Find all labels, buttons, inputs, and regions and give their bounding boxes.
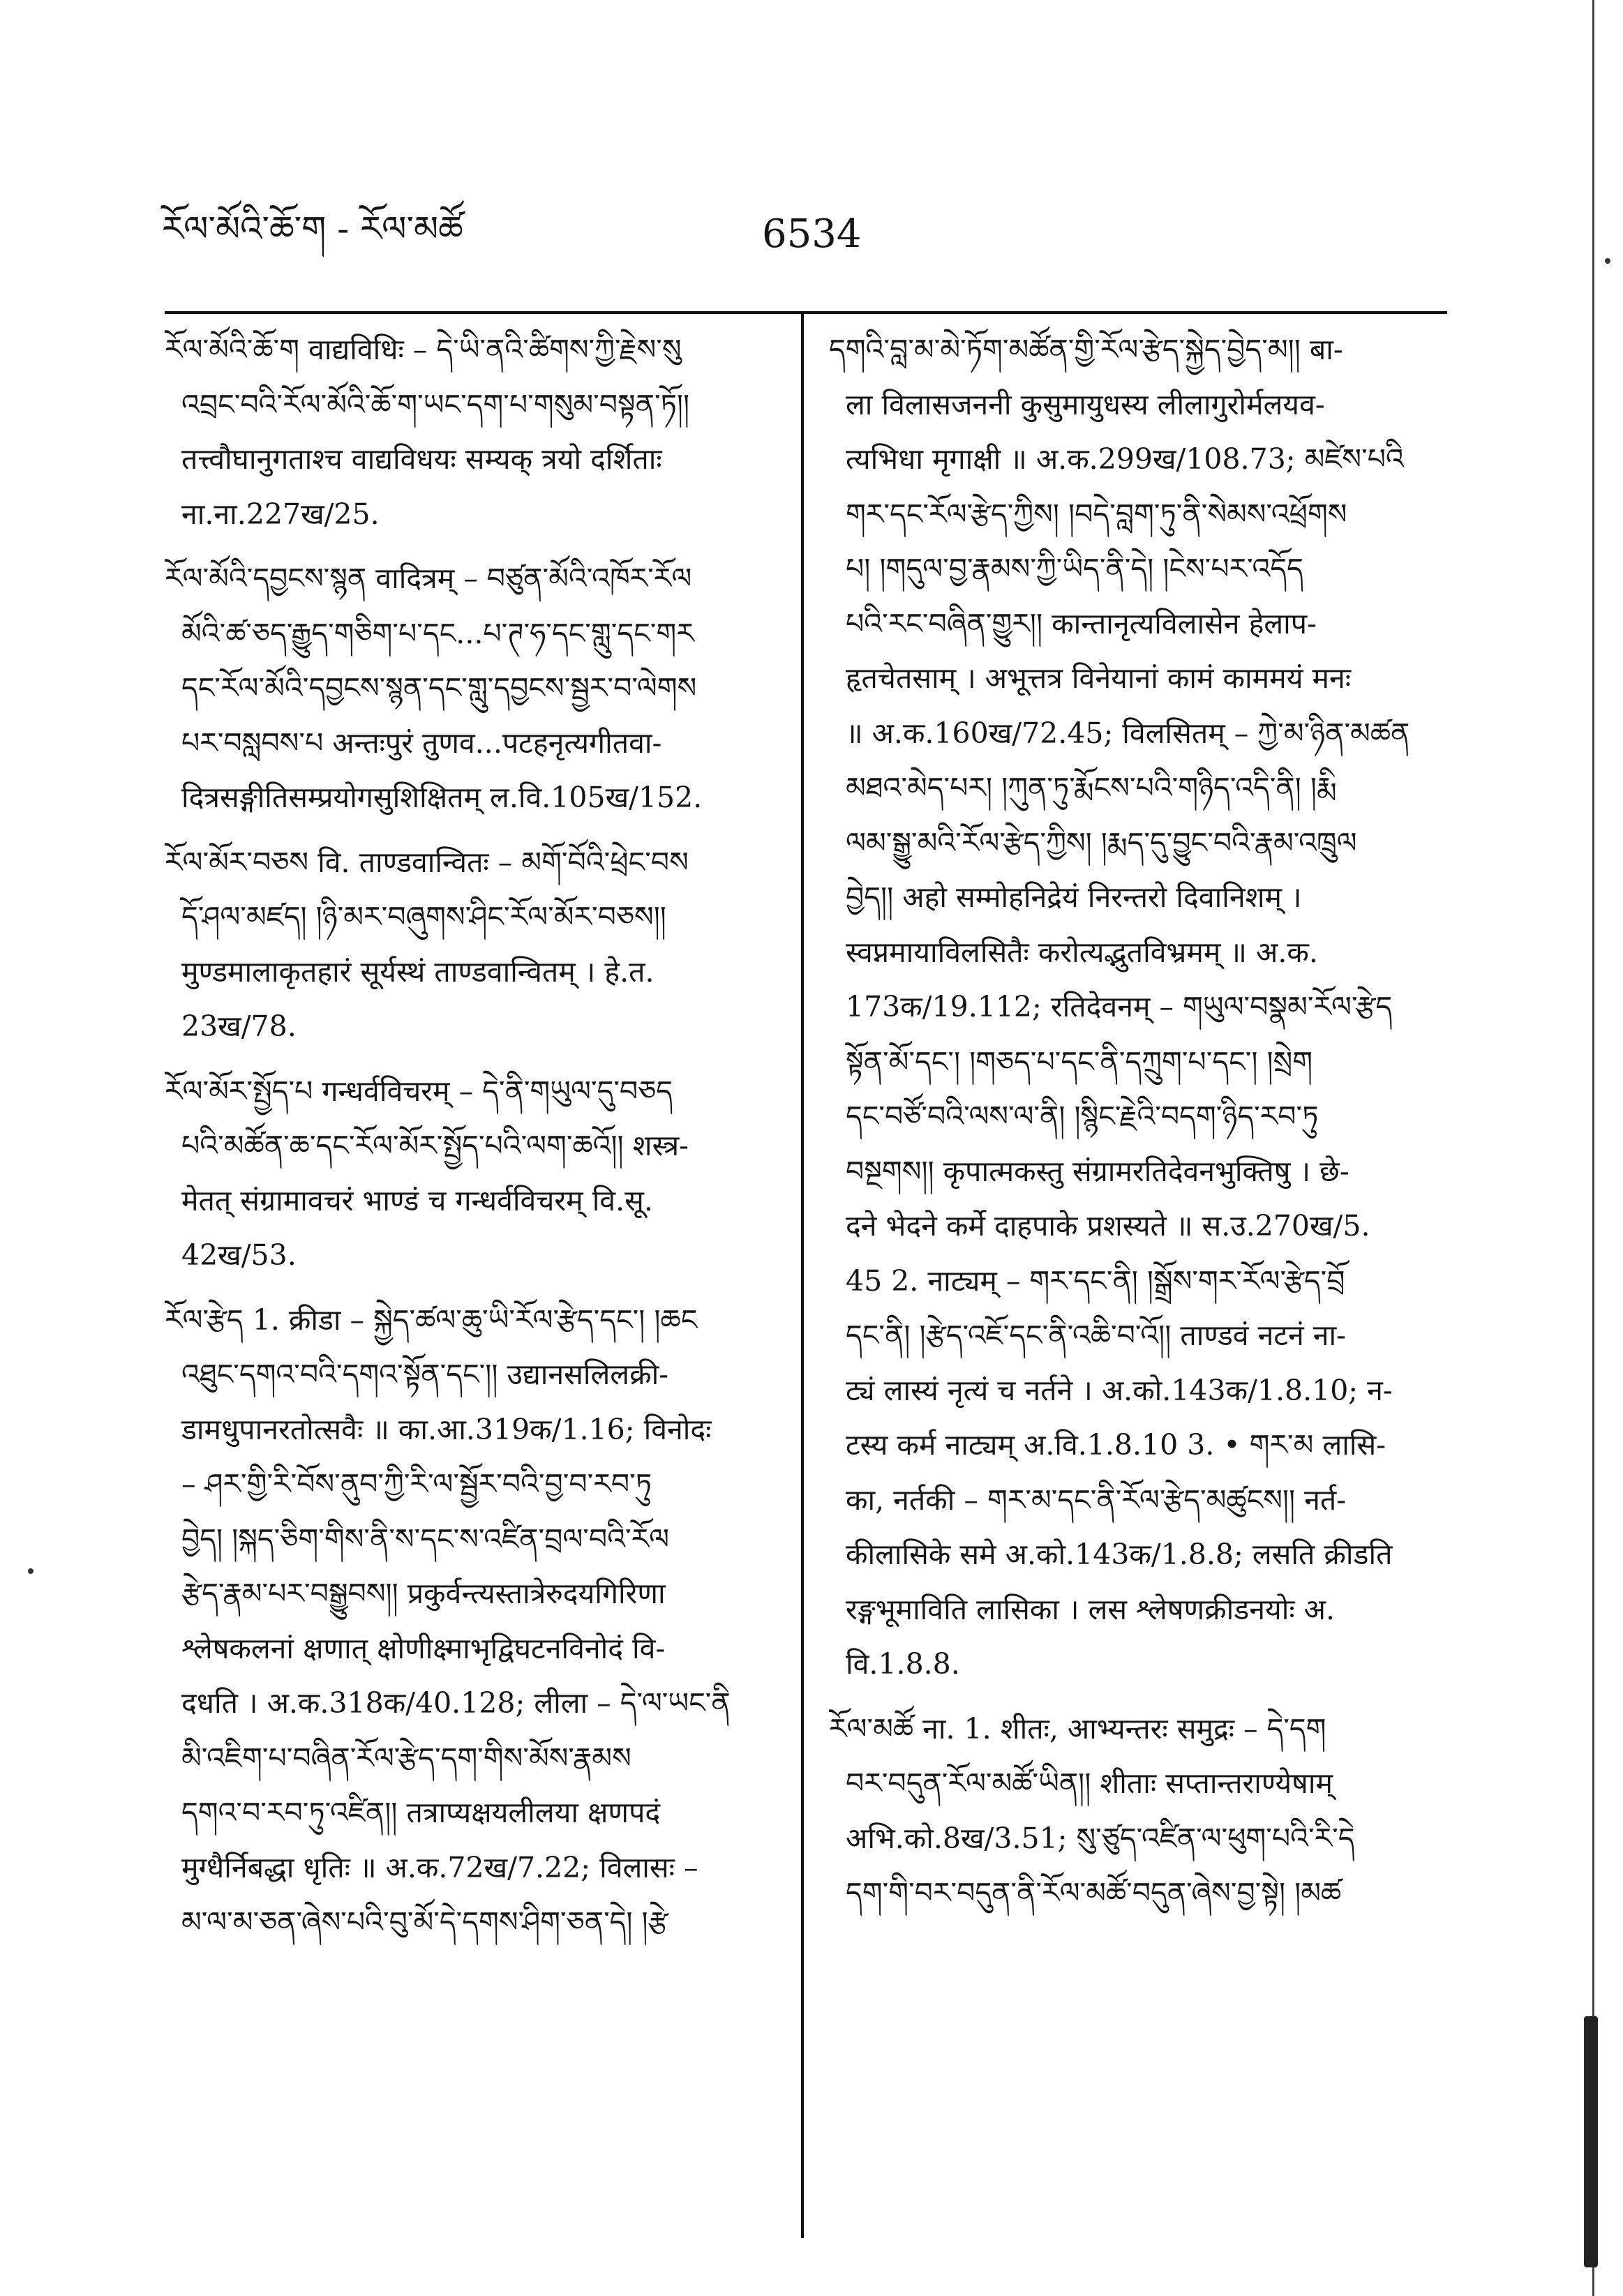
entry-text-line: འཐུང་དགའ་བའི་དགའ་སྟོན་དང་།། उद्यानसलिलक्री- xyxy=(181,1358,669,1391)
entry-text-line: त्यभिधा मृगाक्षी ॥ अ.क.299ख/108.73; མཛེས་པའི xyxy=(846,442,1404,476)
entry-text-line: པར་བསླབས་པ अन्तःपुरं तुणव...पटहनृत्यगीतवा- xyxy=(181,726,662,760)
entry-text-line: པའི་མཚོན་ཆ་དང་རོལ་མོར་སྤྱོད་པའི་ལག་ཆའོ།། शस्त्र- xyxy=(181,1129,689,1162)
entry-text-line: བྱེད། །སྐད་ཅིག་གིས་ནི་ས་དང་ས་འཛིན་བྲལ་བའི་རོལ xyxy=(181,1522,670,1556)
entry-text-line: དང་རོལ་མོའི་དབྱངས་སྙན་དང་གླུ་དབྱངས་སྦྱར་བ་ལེགས xyxy=(181,671,697,705)
entry-text-line: དག་གི་བར་བདུན་ནི་རོལ་མཚོ་བདུན་ཞེས་བྱ་སྟེ། །མཚ xyxy=(846,1876,1342,1909)
entry-text-line: 42ख/53. xyxy=(181,1238,297,1272)
entry-text-line: हृतचेतसाम् । अभूत्तत्र विनेयानां कामं काममयं मनः xyxy=(846,661,1352,695)
entry-headword-line: རོལ་མོའི་ཆོ་ག वाद्यविधिः – དེ་ཡི་ནའི་ཚིགས་ཀྱི་རྗེས་སུ xyxy=(165,333,682,366)
entry-text-line: བར་བདུན་རོལ་མཚོ་ཡིན།། शीताः सप्तान्तराण्येषाम् xyxy=(846,1766,1333,1800)
entry-text-line: 45 2. नाट्यम् – གར་དང་ནི། །སྒྲོས་གར་རོལ་རྩེད་བྲོ xyxy=(846,1263,1345,1298)
entry-text-line: མཐའ་མེད་པར། །ཀུན་ཏུ་རྨོངས་པའི་གཉིད་འདི་ནི། །རྨི xyxy=(846,771,1337,804)
page-edge-shadow xyxy=(1584,2016,1598,2267)
entry-gap xyxy=(829,1692,1457,1702)
entry-gap xyxy=(165,541,786,551)
column-divider xyxy=(801,313,804,2238)
entry-text-line: སྟོན་མོ་དང་། །གཅད་པ་དང་ནི་དཀྲུག་པ་དང་། །སྲེག xyxy=(846,1044,1313,1079)
entry-text-line: वि.1.8.8. xyxy=(846,1647,960,1681)
entry-text-line: दधति । अ.क.318क/40.128; लीला – དེ་ལ་ཡང་ནི xyxy=(181,1686,731,1720)
entry-text-line: གར་དང་རོལ་རྩེད་ཀྱིས། །བདེ་བླག་ཏུ་ནི་སེམས་འཕྲོགས xyxy=(846,497,1347,531)
entry-text-line: कीलासिके समे अ.को.143क/1.8.8; लसति क्रीडति xyxy=(846,1538,1393,1571)
entry-text-line: དང་བཙོ་བའི་ལས་ལ་ནི། །སྙིང་རྗེའི་བདག་ཉིད་རབ་ཏུ xyxy=(846,1100,1319,1133)
entry-headword-line: རོལ་མོར་སྤྱོད་པ गन्धर्वविचरम् – དེ་ནི་གཡུལ་དུ་བཅད xyxy=(165,1074,673,1108)
entry-text-line: དང་ནི། །རྩེད་འཇོ་དང་ནི་འཆི་བ་འོ།། ताण्डवं नटनं ना- xyxy=(846,1319,1347,1352)
entry-text-line: འབྲང་བའི་རོལ་མོའི་ཆོ་ག་ཡང་དག་པ་གསུམ་བསྟན་ཏོ།། xyxy=(181,387,690,421)
entry-gap xyxy=(165,825,786,835)
entry-text-line: བྱེད།། अहो सम्मोहनिद्रेयं निरन्तरो दिवानिशम् । xyxy=(846,880,1302,914)
scan-speck xyxy=(1605,258,1610,264)
entry-text-line: ट्यं लास्यं नृत्यं च नर्तने । अ.को.143क/1.8.10; न- xyxy=(846,1373,1393,1407)
entry-text-line: अभि.को.8ख/3.51; སུ་ཙུད་འཛིན་ལ་ཕུག་པའི་རི་དེ xyxy=(846,1821,1355,1855)
entry-text-line: དོ་ཤལ་མཛད། །ཉི་མར་བཞུགས་ཤིང་རོལ་མོར་བཅས།། xyxy=(181,900,666,933)
page-edge xyxy=(1592,0,1594,2296)
entry-text-line: मुग्धैर्निबद्धा धृतिः ॥ अ.क.72ख/7.22; विलासः – xyxy=(181,1850,698,1884)
entry-text-line: डामधुपानरतोत्सवैः ॥ का.आ.319क/1.16; विनोदः xyxy=(181,1412,712,1446)
entry-text-line: རྩེད་རྣམ་པར་བསྒྱུབས།། प्रकुर्वन्त्यस्तात्रेरुदयगिरिणा xyxy=(181,1577,666,1610)
entry-text-line: का, नर्तकी – གར་མ་དང་ནི་རོལ་རྩེད་མཚུངས།། नर्त- xyxy=(846,1483,1347,1517)
entry-text-line: མ་ལ་མ་ཅན་ཞེས་པའི་བུ་མོ་དེ་དགས་ཤིག་ཅན་དེ། །རྩེ xyxy=(181,1905,668,1939)
scan-speck xyxy=(28,1568,33,1574)
right-column xyxy=(829,322,1457,1921)
entry-text-line: – ཤར་གྱི་རི་བོས་ནུབ་ཀྱི་རི་ལ་སྦྱོར་བའི་བྱ་བ་རབ་ཏུ xyxy=(181,1467,652,1501)
entry-gap xyxy=(165,1054,786,1064)
entry-text-line: तत्त्वौघानुगताश्च वाद्यविधयः सम्यक् त्रयो दर्शिताः xyxy=(181,442,662,476)
entry-text-line: टस्य कर्म नाट्यम् अ.वि.1.8.10 3. • གར་མ लासि- xyxy=(846,1428,1386,1462)
entry-text-line: ला विलासजननी कुसुमायुधस्य लीलागुरोर्मलयव- xyxy=(846,387,1325,421)
entry-text-line: མི་འཇིག་པ་བཞིན་རོལ་རྩེད་དག་གིས་མོས་རྣམས xyxy=(181,1741,631,1775)
entry-text-line: མོའི་ཚ་ཅད་རྒྱུད་གཅིག་པ་དང...པ་ཊ་ཧ་དང་གླུ་དང་གར xyxy=(181,616,694,650)
entry-text-line: པ། །གདུལ་བྱ་རྣམས་ཀྱི་ཡིད་ནི་དེ། །ངེས་པར་འདོད xyxy=(846,552,1303,585)
entry-headword-line: རོལ་རྩེད 1. क्रीडा – སྐྱེད་ཚལ་ཆུ་ཡི་རོལ་རྩེད་དང་། །ཆང xyxy=(165,1303,698,1337)
entry-text-line: रङ्गभूमाविति लासिका । लस श्लेषणक्रीडनयोः अ. xyxy=(846,1592,1336,1626)
entry-text-line: ना.ना.227ख/25. xyxy=(181,497,380,531)
entry-text-line: स्वप्नमायाविलसितैः करोत्यद्भुतविभ्रमम् ॥ अ.क. xyxy=(846,935,1318,969)
entry-text-line: मुण्डमालाकृतहारं सूर्यस्थं ताण्डवान्वितम् । हे.त. xyxy=(181,954,655,989)
entry-headword-line: རོལ་མོའི་དབྱངས་སྙན वादित्रम् – བཙུན་མོའི་འཁོར་རོལ xyxy=(165,562,692,595)
entry-text-line: ॥ अ.क.160ख/72.45; विलसितम् – ཀྱེ་མ་ཉིན་མཚན xyxy=(846,716,1410,750)
entry-text-line: दने भेदने कर्मे दाहपाके प्रशस्यते ॥ स.उ.270ख/5. xyxy=(846,1209,1370,1243)
entry-text-line: པའི་རང་བཞིན་གྱུར།། कान्तानृत्यविलासेन हेलाप- xyxy=(846,606,1317,640)
entry-text-line: བསྔགས།། कृपात्मकस्तु संग्रामरतिदेवनभुक्तिषु । छे- xyxy=(846,1154,1349,1188)
running-head: རོལ་མོའི་ཆོ་ག - རོལ་མཚོ xyxy=(162,209,463,249)
entry-text-line: དགའ་བ་རབ་ཏུ་འཛིན།། तत्राप्यक्षयलीलया क्षणपदं xyxy=(181,1796,661,1829)
entry-text-line: मेतत् संग्रामावचरं भाण्डं च गन्धर्वविचरम् वि.सू. xyxy=(181,1183,653,1217)
page-number: 6534 xyxy=(762,211,862,257)
entry-headword-line: རོལ་མཚོ ना. 1. शीतः, आभ्यन्तरः समुद्रः – དེ་དག xyxy=(829,1711,1326,1746)
entry-text-line: दित्रसङ्गीतिसम्प्रयोगसुशिक्षितम् ल.वि.105ख/152. xyxy=(181,781,703,814)
entry-headword-line: དགའི་བླ་མ་མེ་ཏོག་མཚོན་གྱི་རོལ་རྩེད་སྐྱེད་བྱེད་མ།། बा- xyxy=(829,333,1343,366)
entry-text-line: 23ख/78. xyxy=(181,1010,297,1043)
left-column xyxy=(165,322,786,1950)
entry-text-line: 173क/19.112; रतिदेवनम् – གཡུལ་བསྣམ་རོལ་རྩེད xyxy=(846,990,1393,1023)
entry-text-line: ལམ་སྒྱུ་མའི་རོལ་རྩེད་ཀྱིས། །རྨད་དུ་བྱུང་བའི་རྣམ་འཁྲུལ xyxy=(846,825,1357,860)
header-rule xyxy=(165,311,1447,314)
entry-text-line: श्लेषकलनां क्षणात् क्षोणीक्ष्माभृद्विघटनविनोदं वि- xyxy=(181,1631,666,1665)
entry-headword-line: རོལ་མོར་བཅས वि. ताण्डवान्वितः – མགོ་བོའི་ཕྲེང་བས xyxy=(165,845,689,879)
entry-gap xyxy=(165,1283,786,1293)
